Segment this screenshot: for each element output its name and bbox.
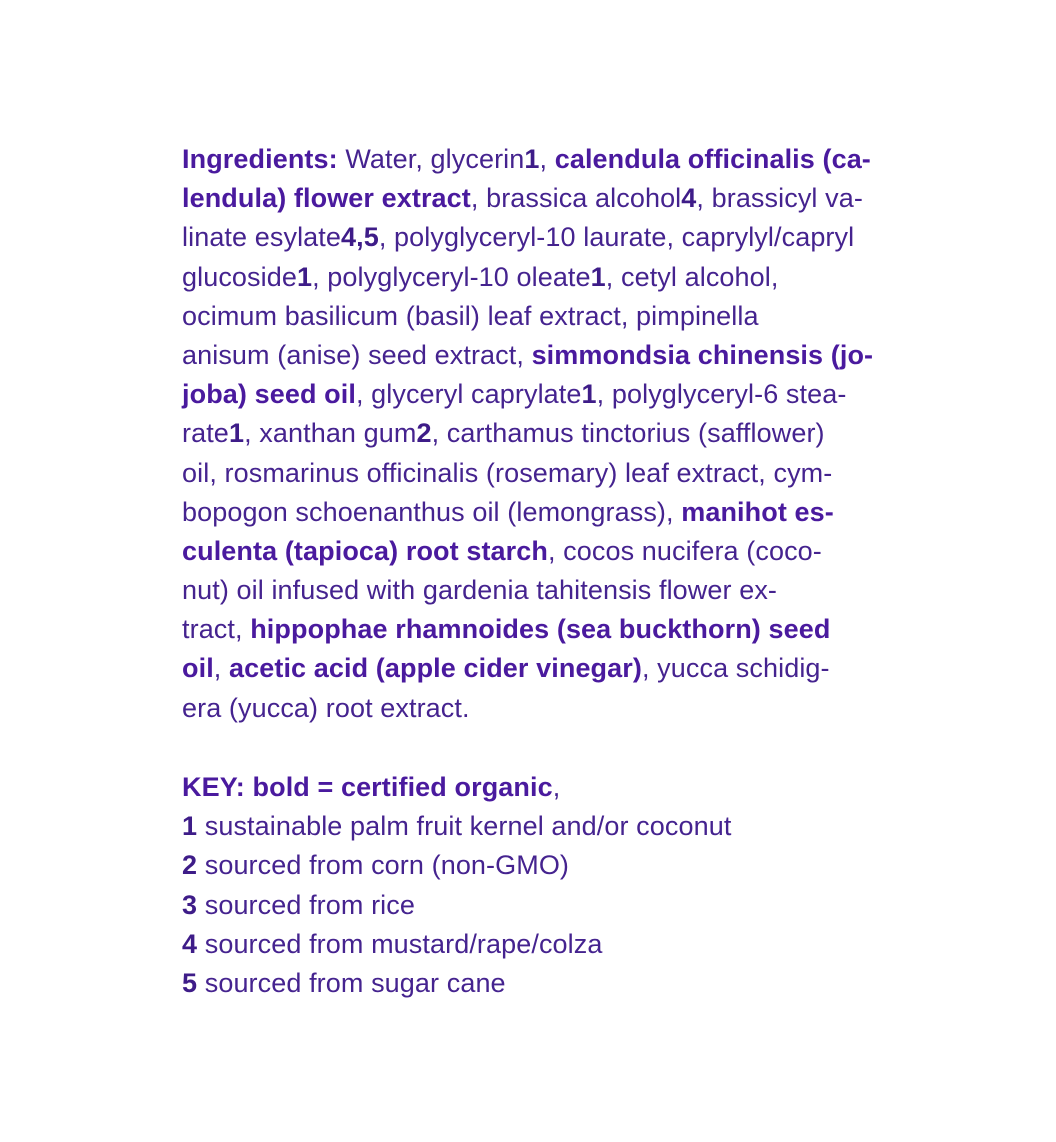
ingredients-line (182, 179, 902, 218)
ingredients-line (182, 375, 902, 414)
text-segment: sustainable palm fruit kernel and/or coconut (197, 811, 732, 842)
text-segment: , glyceryl caprylate (355, 379, 582, 410)
footnote-marker: 5 (182, 967, 198, 998)
footnote-marker: 2 (416, 418, 432, 449)
text-segment: rate (182, 418, 229, 449)
text-segment: , yucca schidig- (641, 653, 830, 684)
bold-text: acetic acid (apple cider vinegar) (229, 653, 642, 684)
text-segment: sourced from sugar cane (197, 967, 506, 998)
ingredients-line (182, 532, 902, 571)
footnote-marker: 1 (524, 144, 540, 174)
text-segment: , (552, 772, 561, 802)
bold-text: KEY: bold = certified organic (182, 772, 553, 802)
ingredients-line (182, 454, 902, 493)
ingredients-line (182, 140, 902, 179)
footnote-marker: 1 (296, 261, 313, 292)
bold-text: joba) seed oil (182, 379, 356, 410)
text-segment: oil, rosmarinus officinalis (rosemary) leaf extract, cym- (182, 457, 833, 488)
text-segment: , carthamus tinctorius (safflower) (431, 418, 825, 449)
footnote-marker: 1 (590, 261, 606, 292)
text-segment: , xanthan gum (244, 418, 417, 449)
ingredients-line (182, 297, 902, 336)
bold-text: lendula) flower extract (182, 183, 471, 214)
text-segment: nut) oil infused with gardenia tahitensis flower ex- (182, 575, 778, 606)
text-segment: , brassicyl va- (696, 183, 863, 214)
ingredients-line (182, 414, 902, 453)
text-segment: , (213, 653, 229, 684)
text-segment: linate esylate (182, 222, 341, 253)
bold-text: Ingredients: (182, 144, 346, 174)
text-segment: , cocos nucifera (coco- (547, 535, 822, 566)
text-segment: bopogon schoenanthus oil (lemongrass), (182, 496, 682, 527)
text-segment: sourced from rice (197, 889, 415, 920)
key-line (182, 925, 902, 964)
footnote-marker: 1 (581, 379, 597, 410)
text-segment: , polyglyceryl-10 oleate (312, 261, 591, 292)
ingredients-paragraph (182, 140, 902, 728)
ingredients-line (182, 610, 902, 649)
key-line (182, 768, 902, 807)
ingredients-line (182, 571, 902, 610)
ingredients-line (182, 649, 902, 688)
text-segment: Water, glycerin (345, 144, 525, 174)
text-segment: tract, (182, 614, 251, 645)
bold-text: culenta (tapioca) root starch (182, 535, 548, 566)
bold-text: calendula officinalis (ca- (554, 144, 871, 174)
text-segment: sourced from mustard/rape/colza (197, 928, 603, 959)
text-segment: era (yucca) root extract. (182, 692, 470, 723)
text-segment: , polyglyceryl-10 laurate, caprylyl/capryl (378, 222, 855, 253)
footnote-marker: 1 (182, 811, 198, 842)
text-segment: sourced from corn (non-GMO) (197, 850, 570, 881)
bold-text: manihot es- (681, 496, 834, 527)
key-line (182, 886, 902, 925)
text-segment: ocimum basilicum (basil) leaf extract, pimpinella (182, 300, 759, 331)
key-line (182, 846, 902, 885)
key-legend (182, 768, 902, 1003)
key-line (182, 807, 902, 846)
ingredients-line (182, 336, 902, 375)
text-segment: glucoside (182, 261, 297, 292)
bold-text: oil (182, 653, 214, 684)
footnote-marker: 4 (182, 928, 198, 959)
bold-text: hippophae rhamnoides (sea buckthorn) seed (250, 614, 831, 645)
text-segment: , cetyl alcohol, (605, 261, 779, 292)
text-segment: , (539, 144, 555, 174)
bold-text: simmondsia chinensis (jo- (531, 339, 874, 370)
text-segment: , polyglyceryl-6 stea- (596, 379, 847, 410)
footnote-marker: 4 (681, 183, 697, 214)
footnote-marker: 2 (182, 850, 198, 881)
ingredients-line (182, 218, 902, 257)
ingredients-line (182, 689, 902, 728)
text-segment: , brassica alcohol (470, 183, 682, 214)
ingredients-line (182, 258, 902, 297)
footnote-marker: 1 (228, 418, 245, 449)
text-segment: anisum (anise) seed extract, (182, 339, 532, 370)
footnote-marker: 3 (182, 889, 198, 920)
key-line (182, 964, 902, 1003)
ingredients-line (182, 493, 902, 532)
footnote-marker: 4,5 (341, 222, 379, 253)
